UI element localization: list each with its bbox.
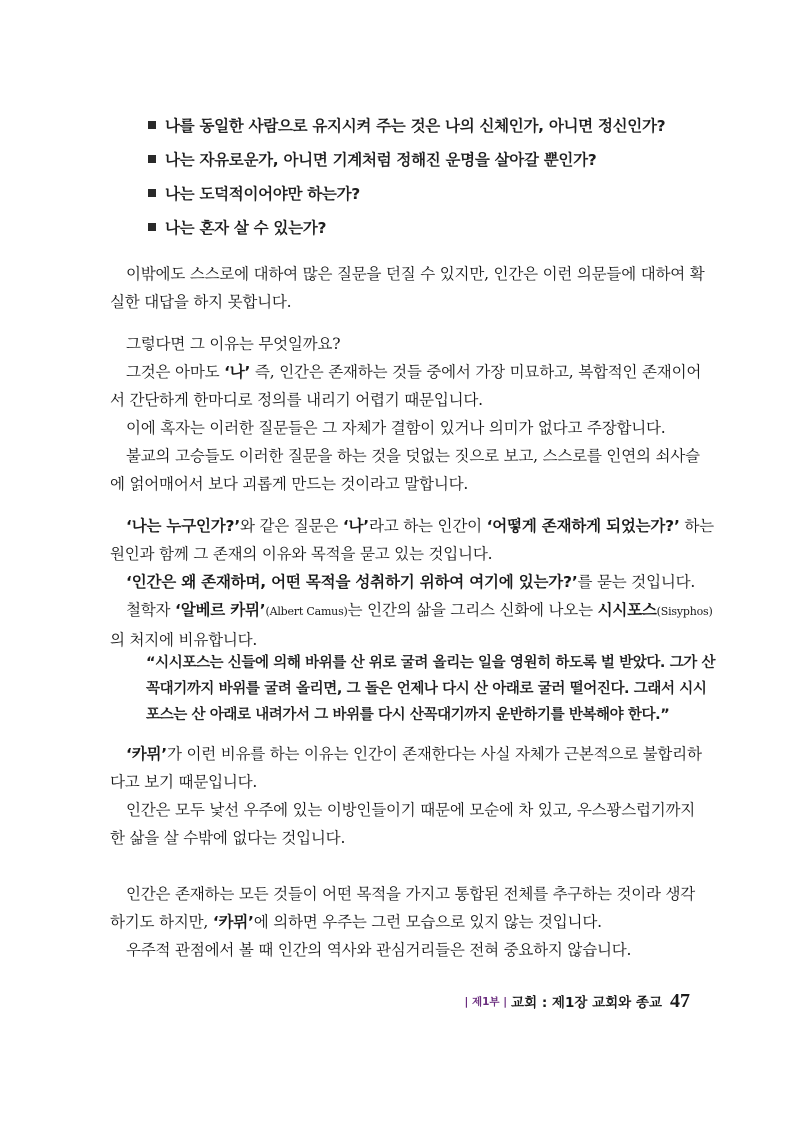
paragraph-5: 인간은 존재하는 모든 것들이 어떤 목적을 가지고 통합된 전체를 추구하는 것이라 생각 하기도 하지만, ‘카뮈’에 의하면 우주는 그런 모습으로 있지 않는 것입니다. 우주적 관점에서 볼 때 인간의 역사와 관심거리들은 전혀 중요하지 않습니다. — [110, 885, 696, 959]
square-bullet-icon — [148, 189, 156, 197]
paragraph-1: 이밖에도 스스로에 대하여 많은 질문을 던질 수 있지만, 인간은 이런 의문들에 대하여 확 실한 대답을 하지 못합니다. — [110, 265, 705, 311]
page-footer — [460, 990, 690, 1013]
list-item: 나는 자유로운가, 아니면 기계처럼 정해진 운명을 살아갈 뿐인가? — [148, 148, 665, 182]
square-bullet-icon — [148, 121, 156, 129]
paragraph-3: ‘나는 누구인가?’와 같은 질문은 ‘나’라고 하는 인간이 ‘어떻게 존재하게 되었는가?’ 하는 원인과 함께 그 존재의 이유와 목적을 묻고 있는 것입니다. ‘인간은 왜 존재하며, 어떤 목적을 성취하기 위하여 여기에 있는가?’를 묻는 것입니다. 철학자 ‘알베르 카뮈’(Albert Camus)는 인간의 삶을 그리스 신화에 나오는 시시포스(Sisyphos) 의 처지에 비유합니다. — [110, 517, 714, 649]
question-list — [148, 114, 665, 250]
square-bullet-icon — [148, 155, 156, 163]
page-number: 47 — [670, 990, 690, 1012]
chapter-title: 교회 : 제1장 교회와 종교 — [511, 995, 662, 1011]
list-item: 나를 동일한 사람으로 유지시켜 주는 것은 나의 신체인가, 아니면 정신인가? — [148, 114, 665, 148]
camus-quote: “시시포스는 신들에 의해 바위를 산 위로 굴려 올리는 일을 영원히 하도록 벌 받았다. 그가 산 꼭대기까지 바위를 굴려 올리면, 그 돌은 언제나 다시 산 아래로 굴러 떨어진다. 그래서 시시 포스는 산 아래로 내려가서 그 바위를 다시 산꼭대기까지 운반하기를 반복해야 한다.” — [146, 655, 716, 723]
square-bullet-icon — [148, 223, 156, 231]
part-label: | 제1부 | — [464, 996, 508, 1008]
paragraph-4: ‘카뮈’가 이런 비유를 하는 이유는 인간이 존재한다는 사실 자체가 근본적으로 불합리하 다고 보기 때문입니다. 인간은 모두 낯선 우주에 있는 이방인들이기 때문에 모순에 차 있고, 우스꽝스럽기까지 한 삶을 살 수밖에 없다는 것입니다. — [110, 745, 702, 847]
paragraph-2: 그렇다면 그 이유는 무엇일까요? 그것은 아마도 ‘나’ 즉, 인간은 존재하는 것들 중에서 가장 미묘하고, 복합적인 존재이어 서 간단하게 한마디로 정의를 내리기 어렵기 때문입니다. 이에 혹자는 이러한 질문들은 그 자체가 결함이 있거나 의미가 없다고 주장합니다. 불교의 고승들도 이러한 질문을 하는 것을 덧없는 짓으로 보고, 스스로를 인연의 쇠사슬 에 얽어매어서 보다 괴롭게 만드는 것이라고 말합니다. — [110, 335, 702, 493]
list-item: 나는 혼자 살 수 있는가? — [148, 216, 665, 250]
list-item: 나는 도덕적이어야만 하는가? — [148, 182, 665, 216]
